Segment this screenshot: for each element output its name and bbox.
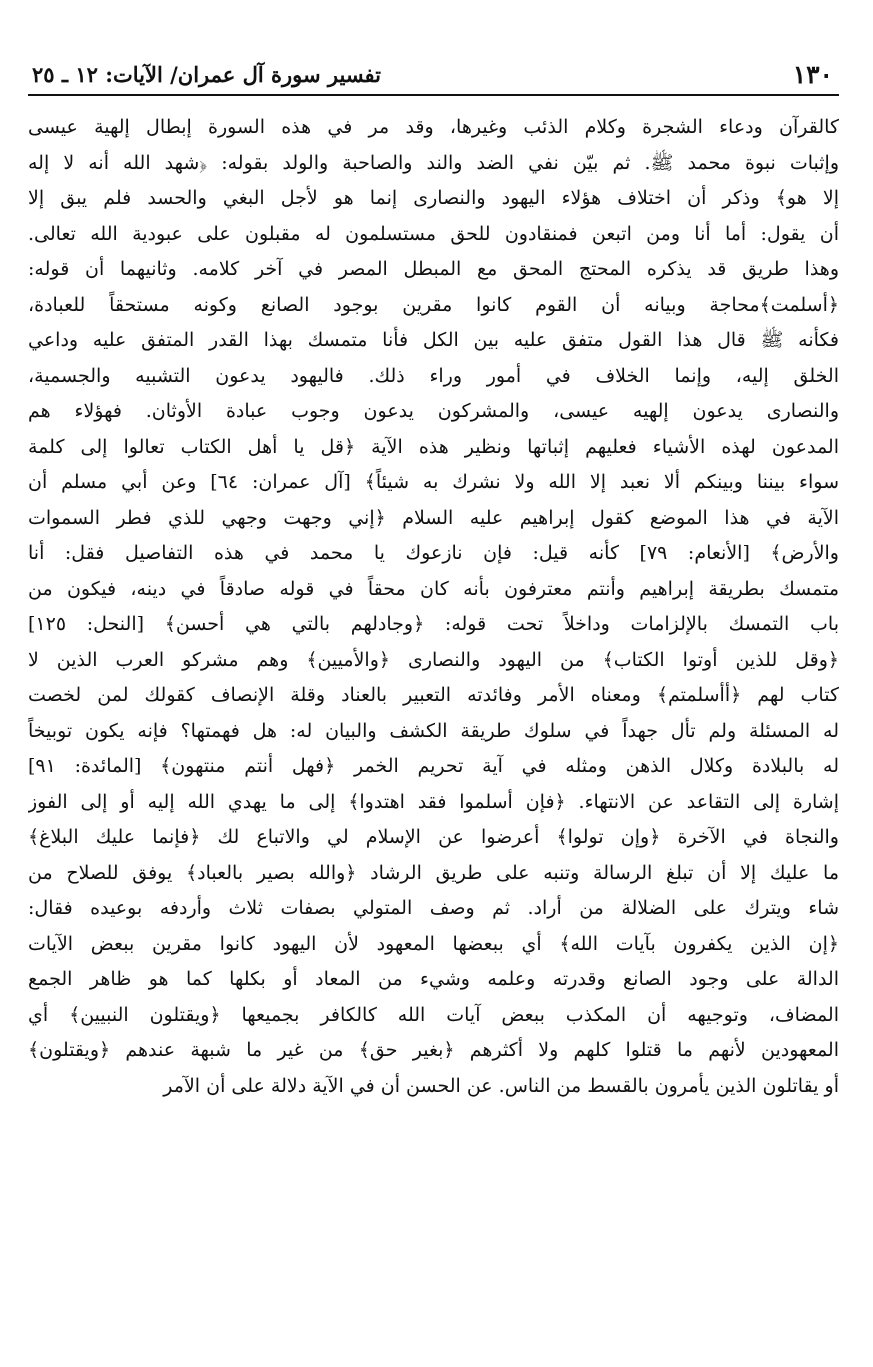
running-title: تفسير سورة آل عمران/ الآيات: ١٢ ـ ٢٥	[32, 62, 382, 87]
text-line: الخلق إليه، وإنما الخلاف في أمور وراء ذلك. فاليهود يدعون التشبيه والجسمية،	[28, 364, 839, 387]
text-line: والنجاة في الآخرة ﴿وإن تولوا﴾ أعرضوا عن الإسلام لي والاتباع لك ﴿فإنما عليك البلاغ﴾	[28, 826, 839, 848]
text-line: أن يقول: أما أنا ومن اتبعن فمنقادون للحق مستسلمون له مقبلون على عبودية الله تعالى.	[28, 222, 839, 245]
text-line: شاء ويترك على الضلالة من أراد. ثم وصف المتولي بصفات ثلاث وأردفه بوعيده فقال:	[28, 897, 839, 919]
text-line: باب التمسك بالإلزامات وداخلاً تحت قوله: ﴿وجادلهم بالتي هي أحسن﴾ [النحل: ١٢٥]	[28, 613, 839, 635]
text-line: وهذا طريق قد يذكره المحتج المحق مع المبطل المصر في آخر كلامه. وثانيهما أن قوله:	[28, 258, 839, 280]
text-line: والأرض﴾ [الأنعام: ٧٩] كأنه قيل: فإن نازعوك يا محمد في هذه التفاصيل فقل: أنا	[28, 542, 839, 564]
text-line: أو يقاتلون الذين يأمرون بالقسط من الناس. عن الحسن أن في الآية دلالة على أن الآمر	[163, 1074, 839, 1097]
text-line: الآية في هذا الموضع كقول إبراهيم عليه السلام ﴿إني وجهت وجهي للذي فطر السموات	[28, 506, 839, 529]
page-number: ١٣٠	[792, 60, 833, 89]
body-text	[28, 110, 839, 1104]
text-line: ما عليك إلا أن تبلغ الرسالة وتنبه على طريق الرشاد ﴿والله بصير بالعباد﴾ يوفق للصلاح من	[28, 861, 839, 884]
text-line: إشارة إلى التقاعد عن الانتهاء. ﴿فإن أسلموا فقد اهتدوا﴾ إلى ما يهدي الله إليه أو إلى الفوز	[28, 790, 839, 813]
page-header	[28, 52, 839, 96]
text-line: المضاف، وتوجيهه أن المكذب ببعض آيات الله كالكافر بجميعها ﴿ويقتلون النبيين﴾ أي	[28, 1003, 839, 1026]
text-line: ﴿وقل للذين أوتوا الكتاب﴾ من اليهود والنصارى ﴿والأميين﴾ وهم مشركو العرب الذين لا	[28, 648, 839, 671]
text-line: له بالبلادة وكلال الذهن ومثله في آية تحريم الخمر ﴿فهل أنتم منتهون﴾ [المائدة: ٩١]	[28, 755, 839, 777]
text-line: والنصارى يدعون إلهيه عيسى، والمشركون يدعون وجوب عبادة الأوثان. فهؤلاء هم	[28, 400, 839, 422]
text-line: فكأنه ﷺ قال هذا القول متفق عليه بين الكل فأنا متمسك بهذا القدر المتفق عليه وداعي	[28, 329, 839, 351]
text-line: ﴿أسلمت﴾محاجة وبيانه أن القوم كانوا مقرين بوجود الصانع وكونه مستحقاً للعبادة،	[28, 293, 839, 316]
text-line: إلا هو﴾ وذكر أن اختلاف هؤلاء اليهود والنصارى إنما هو لأجل البغي والحسد فلم يبق إلا	[28, 187, 839, 209]
text-line: سواء بيننا وبينكم ألا نعبد إلا الله ولا نشرك به شيئاً﴾ [آل عمران: ٦٤] وعن أبي مسلم أن	[28, 471, 839, 493]
text-line: له المسئلة ولم تأل جهداً في سلوك طريقة الكشف والبيان له: هل فهمتها؟ فإنه يكون توبيخاً	[28, 719, 839, 742]
text-line: الدالة على وجود الصانع وقدرته وعلمه وشيء من المعاد أو بكلها كما هو ظاهر الجمع	[28, 968, 839, 990]
text-line: كتاب لهم ﴿أأسلمتم﴾ ومعناه الأمر وفائدته التعبير بالعناد وقلة الإنصاف كقولك لمن لخصت	[28, 684, 839, 706]
text-line: المعهودين لأنهم ما قتلوا كلهم ولا أكثرهم ﴿بغير حق﴾ من غير ما شبهة عندهم ﴿ويقتلون﴾	[28, 1039, 839, 1061]
text-line: وإثبات نبوة محمد ﷺ. ثم بيّن نفي الضد والند والصاحبة والولد بقوله: ﴿شهد الله أنه لا إله	[28, 151, 839, 174]
text-line: المدعون لهذه الأشياء فعليهم إثباتها ونظير هذه الآية ﴿قل يا أهل الكتاب تعالوا إلى كلمة	[28, 435, 839, 458]
text-line: كالقرآن ودعاء الشجرة وكلام الذئب وغيرها، وقد مر في هذه السورة إبطال إلهية عيسى	[28, 116, 839, 138]
text-line: ﴿إن الذين يكفرون بآيات الله﴾ أي ببعضها المعهود لأن اليهود كانوا مقرين ببعض الآيات	[28, 932, 839, 955]
text-line: متمسك بطريقة إبراهيم وأنتم معترفون بأنه كان محقاً في قوله صادقاً في دينه، فيكون من	[28, 577, 839, 600]
